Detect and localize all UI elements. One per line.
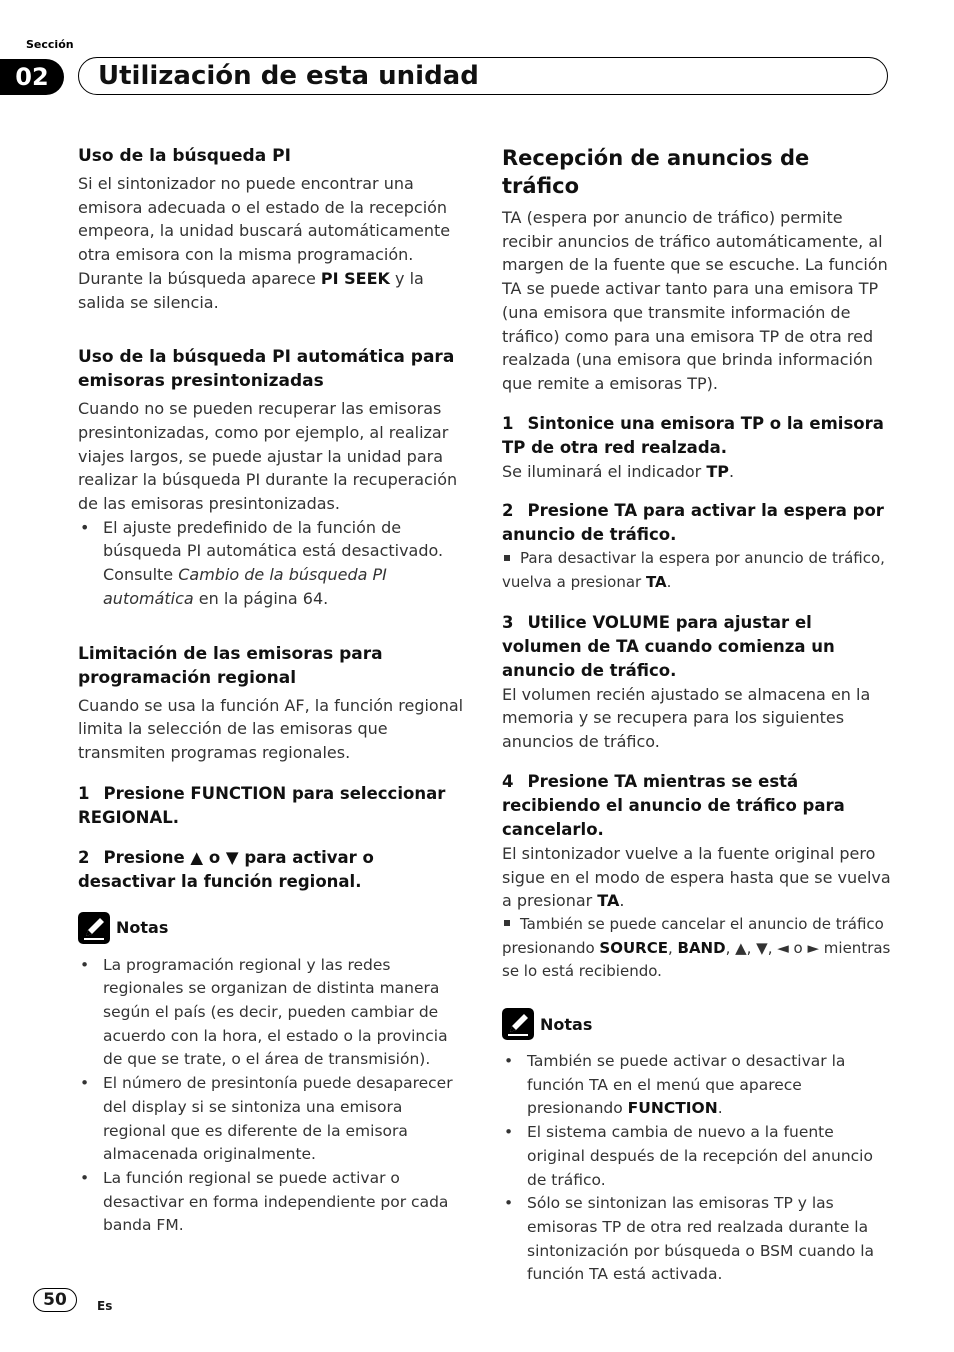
traffic-intro: TA (espera por anuncio de tráfico) permite recibir anuncios de tráfico automáticamente, al margen de la fuente que se escuche. La función TA se puede activar tanto para una emisora TP (una emisora que transmite información de tráfico) como para una emisora TP de otra red realzada (una emisora que brinda información que remite a emisoras TP). xyxy=(502,208,888,393)
regional-heading: Limitación de las emisoras para programación regional xyxy=(78,643,383,688)
list-item: • El ajuste predefinido de la función de búsqueda PI automática está desactivado. Consulte Cambio de la búsqueda PI automática en la página 64. xyxy=(78,516,468,611)
right-column xyxy=(502,144,892,1287)
traffic-heading: Recepción de anuncios de tráfico xyxy=(502,146,810,198)
notes-header xyxy=(502,1008,892,1040)
list-item: • También se puede activar o desactivar la función TA en el menú que aparece presionando FUNCTION. xyxy=(502,1050,892,1121)
regional-step-1: 1 Presione FUNCTION para seleccionar REGIONAL. xyxy=(78,783,446,827)
pi-search-heading: Uso de la búsqueda PI xyxy=(78,146,291,166)
traffic-step-3: 3 Utilice VOLUME para ajustar el volumen de TA cuando comienza un anuncio de tráfico. xyxy=(502,612,835,680)
pencil-icon xyxy=(502,1008,534,1040)
section-number-badge: 02 xyxy=(0,59,64,95)
list-item: • El número de presintonía puede desaparecer del display si se sintoniza una emisora regional que es diferente de la emisora almacenada originalmente. xyxy=(78,1072,468,1167)
traffic-step-4-sub: También se puede cancelar el anuncio de tráfico presionando SOURCE, BAND, ▲, ▼, ◄ o ► mientras se lo está recibiendo. xyxy=(502,914,891,981)
traffic-step-3-body: El volumen recién ajustado se almacena en la memoria y se recupera para los siguientes anuncios de tráfico. xyxy=(502,684,871,752)
list-item: • La programación regional y las redes regionales se organizan de distinta manera según el país (es decir, pueden cambiar de acuerdo con la hora, el estado o la provincia de que se trate, o el área de transmisión). xyxy=(78,954,468,1073)
list-item: • El sistema cambia de nuevo a la fuente original después de la recepción del anuncio de tráfico. xyxy=(502,1121,892,1192)
pi-search-text: Si el sintonizador no puede encontrar una emisora adecuada o el estado de la recepción empeora, la unidad buscará automáticamente otra emisora con la misma programación. Durante la búsqueda aparece PI SEEK y la salida se silencia. xyxy=(78,174,451,312)
auto-pi-text: Cuando no se pueden recuperar las emisoras presintonizadas, como por ejemplo, al realizar viajes largos, se puede ajustar la unidad para realizar la búsqueda PI durante la recuperación de las emisoras presintonizadas. xyxy=(78,399,458,514)
language-code: Es xyxy=(97,1299,113,1313)
notes-label: Notas xyxy=(540,1014,593,1034)
section-label: Sección xyxy=(26,38,74,51)
square-bullet-icon xyxy=(504,555,510,561)
traffic-step-4: 4 Presione TA mientras se está recibiendo el anuncio de tráfico para cancelarlo. xyxy=(502,771,845,839)
list-item: • Sólo se sintonizan las emisoras TP y las emisoras TP de otra red realzada durante la sintonización por búsqueda o BSM cuando la función TA está activada. xyxy=(502,1192,892,1287)
traffic-step-1-body: Se iluminará el indicador TP. xyxy=(502,461,735,481)
left-notes-list xyxy=(78,954,468,1238)
notes-label: Notas xyxy=(116,918,169,938)
pencil-icon xyxy=(78,912,110,944)
notes-header xyxy=(78,912,468,944)
traffic-step-4-body: El sintonizador vuelve a la fuente original pero sigue en el modo de espera hasta que se vuelva a presionar TA. xyxy=(502,843,891,911)
page-number: 50 xyxy=(43,1290,67,1310)
traffic-step-2: 2 Presione TA para activar la espera por anuncio de tráfico. xyxy=(502,501,884,545)
auto-pi-heading: Uso de la búsqueda PI automática para emisoras presintonizadas xyxy=(78,347,455,392)
traffic-step-1: 1 Sintonice una emisora TP o la emisora TP de otra red realzada. xyxy=(502,413,884,457)
auto-pi-bullets xyxy=(78,516,468,611)
page-title: Utilización de esta unidad xyxy=(98,61,479,91)
square-bullet-icon xyxy=(504,920,510,926)
right-notes-list xyxy=(502,1050,892,1287)
left-column xyxy=(78,144,468,1238)
traffic-step-2-sub: Para desactivar la espera por anuncio de tráfico, vuelva a presionar TA. xyxy=(502,549,885,592)
regional-step-2: 2 Presione ▲ o ▼ para activar o desactivar la función regional. xyxy=(78,847,374,891)
list-item: • La función regional se puede activar o desactivar en forma independiente por cada banda FM. xyxy=(78,1167,468,1238)
regional-text: Cuando se usa la función AF, la función regional limita la selección de las emisoras que transmiten programas regionales. xyxy=(78,695,464,762)
